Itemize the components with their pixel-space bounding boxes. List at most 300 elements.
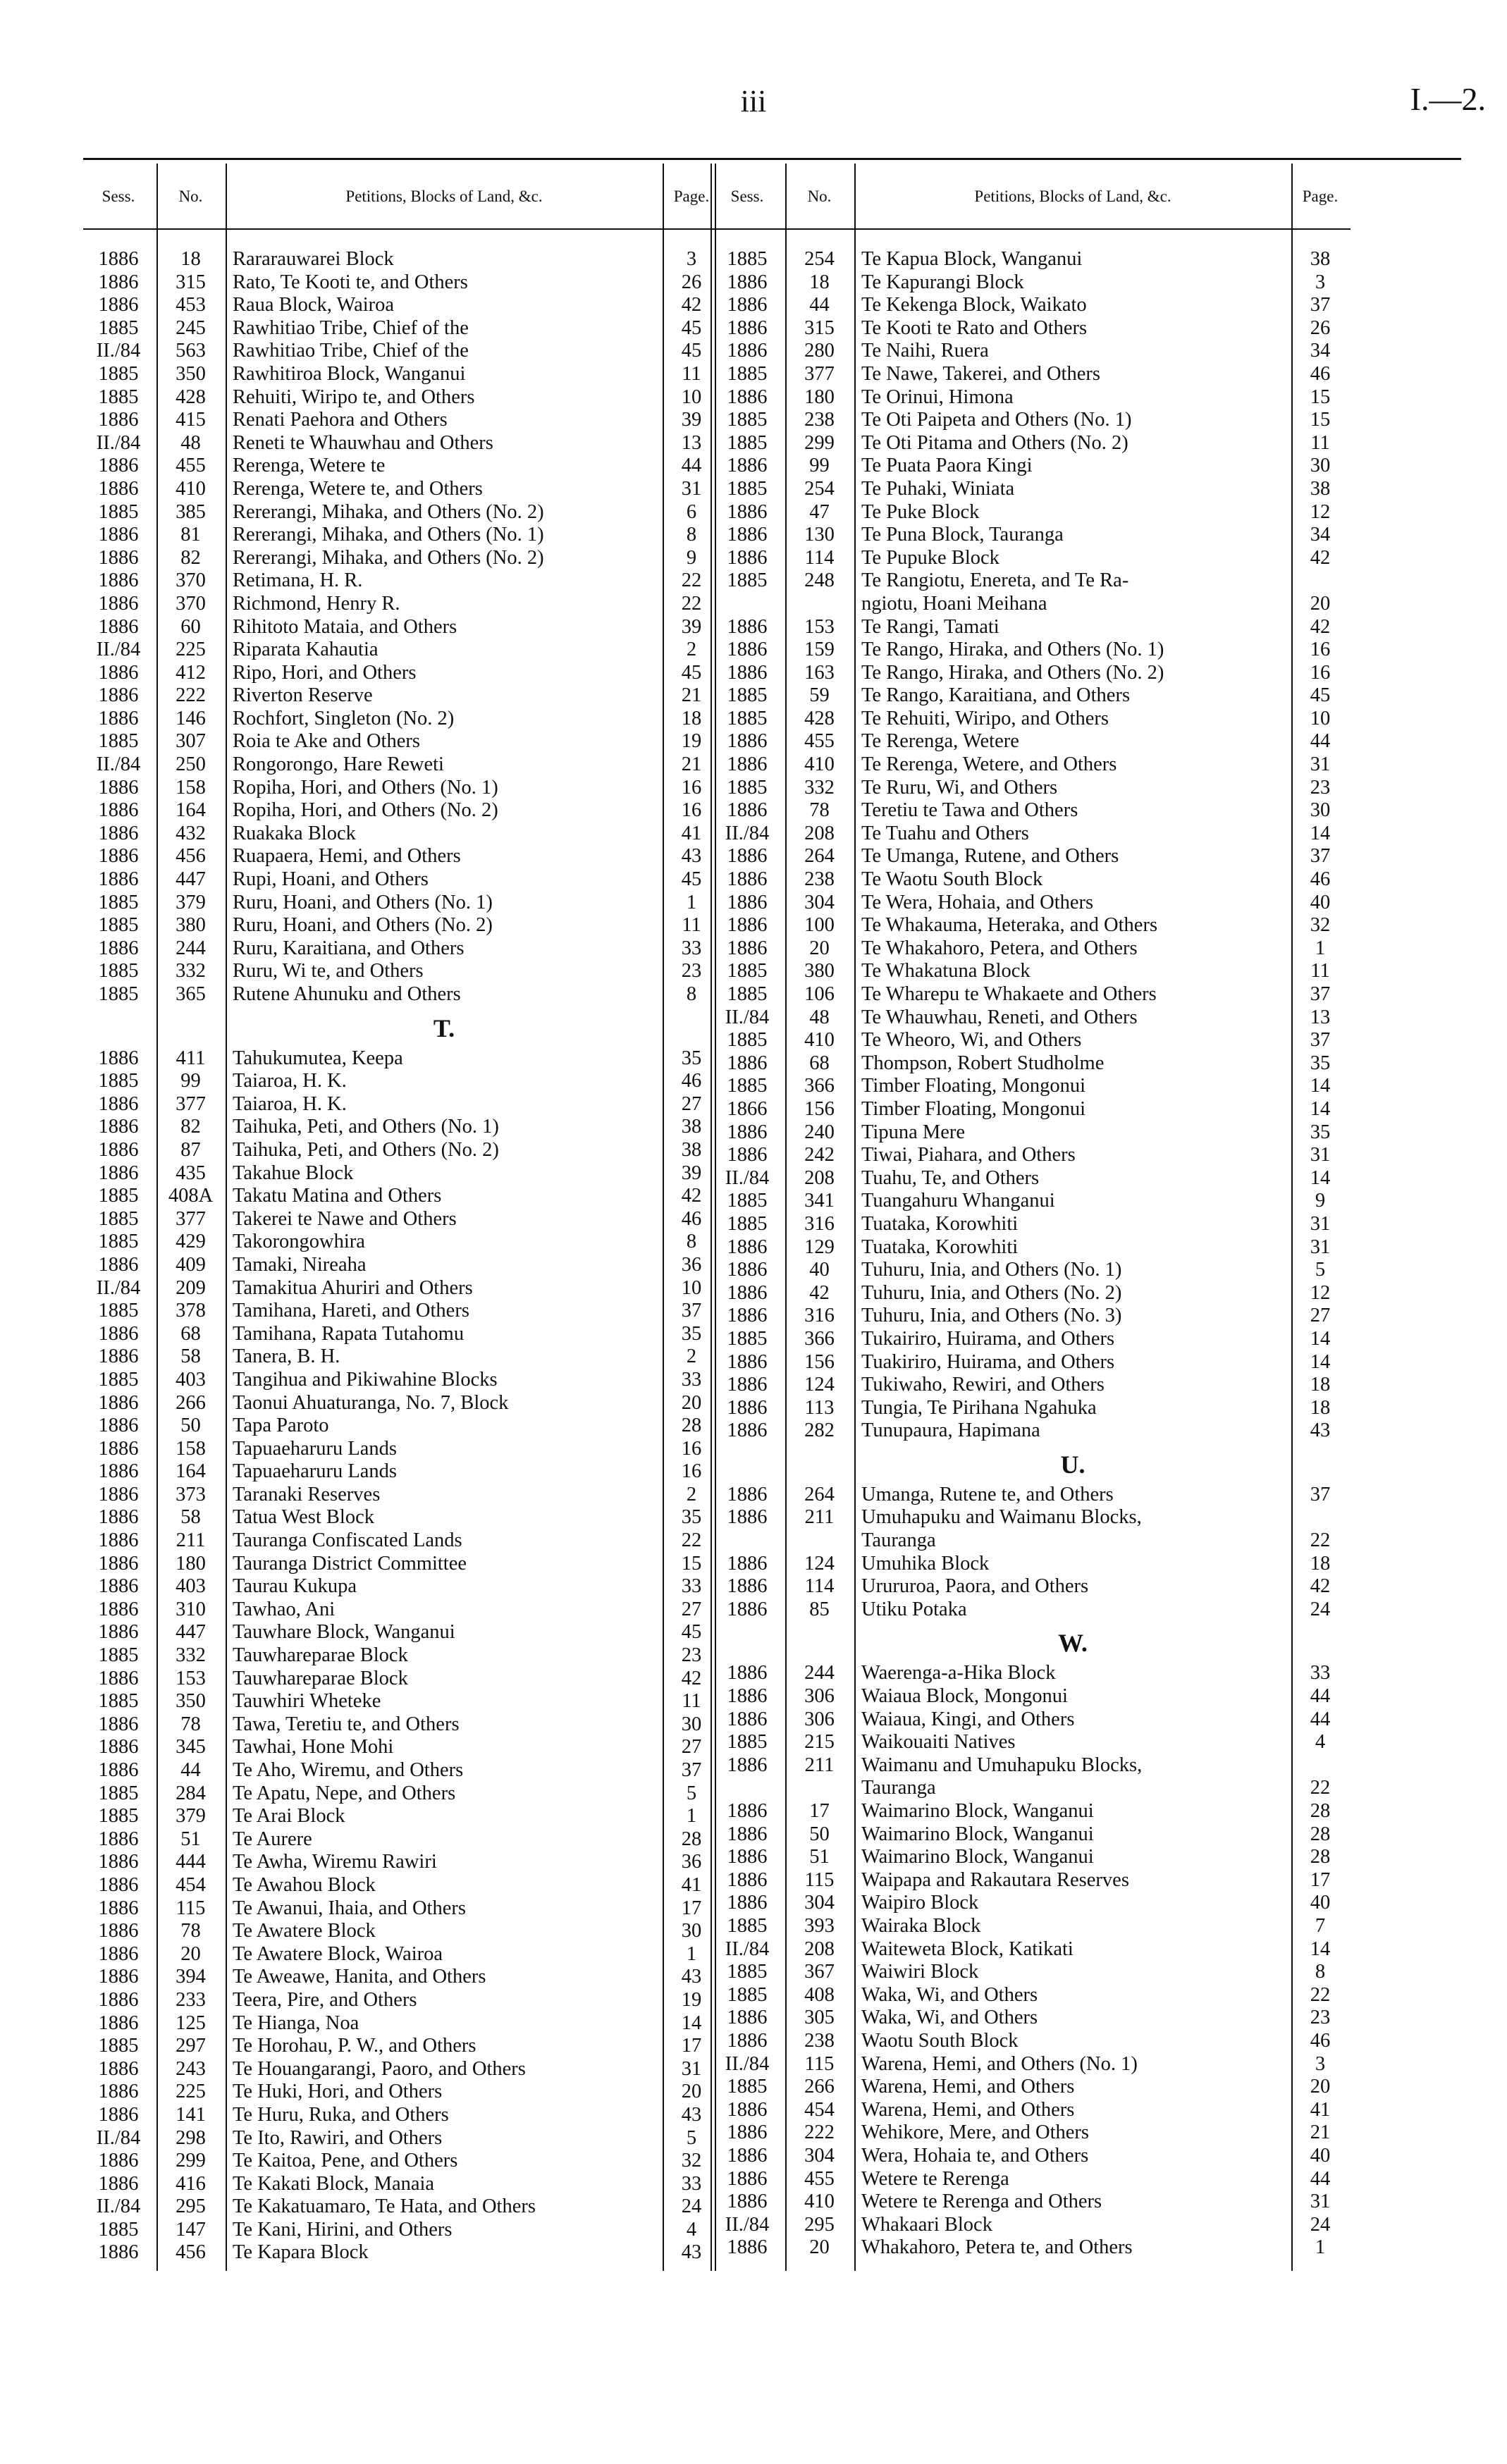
page-cell: 1	[686, 1805, 697, 1828]
index-row	[83, 937, 722, 961]
session-cell: 1886	[727, 639, 768, 661]
session-cell: 1886	[98, 455, 139, 477]
index-row	[712, 777, 1351, 800]
index-row	[83, 1736, 722, 1759]
page-cell: 40	[1310, 1892, 1331, 1914]
number-cell: 282	[804, 1419, 835, 1442]
title-cell: Te Whauwhau, Reneti, and Others	[861, 1006, 1138, 1028]
index-row	[83, 1116, 722, 1139]
number-cell: 51	[180, 1828, 201, 1850]
page-cell: 27	[681, 1092, 702, 1115]
title-cell: Te Whakauma, Heteraka, and Others	[861, 914, 1158, 937]
index-row	[712, 1777, 1351, 1800]
session-cell: 1886	[727, 2236, 768, 2259]
title-cell: Te Aweawe, Hanita, and Others	[233, 1966, 486, 1988]
page-cell: 33	[681, 2172, 702, 2195]
title-cell: Te Rango, Karaitiana, and Others	[861, 684, 1131, 707]
index-row	[83, 1254, 722, 1277]
number-cell: 156	[804, 1097, 835, 1120]
page-cell: 36	[681, 1851, 702, 1873]
session-cell: 1886	[98, 1598, 139, 1620]
page-cell: 22	[681, 592, 702, 615]
index-row	[83, 2081, 722, 2104]
index-row	[83, 1874, 722, 1897]
page-cell: 31	[1310, 1212, 1331, 1235]
number-cell: 60	[180, 615, 201, 638]
page-cell: 38	[1310, 248, 1331, 270]
page-cell: 39	[681, 1162, 702, 1184]
session-cell: 1886	[98, 1851, 139, 1873]
session-cell: 1886	[727, 546, 768, 569]
number-cell: 295	[804, 2213, 835, 2236]
number-cell: 153	[804, 615, 835, 638]
number-cell: 447	[176, 868, 206, 891]
index-row	[83, 1460, 722, 1484]
title-cell: Te Awatere Block, Wairoa	[233, 1942, 443, 1965]
number-cell: 222	[176, 684, 206, 707]
title-cell: Te Kapurangi Block	[861, 271, 1024, 293]
page-cell: 32	[681, 2150, 702, 2172]
page-cell: 2	[686, 639, 697, 661]
number-cell: 208	[804, 1938, 835, 1960]
session-cell: 1866	[727, 1097, 768, 1120]
page-cell: 5	[686, 1782, 697, 1804]
session-cell: 1886	[98, 1667, 139, 1689]
page-cell: 11	[1310, 960, 1330, 982]
session-cell: 1886	[98, 1529, 139, 1552]
page-cell: 9	[1315, 1190, 1326, 1212]
number-cell: 455	[804, 2167, 835, 2190]
title-cell: Te Awha, Wiremu Rawiri	[233, 1851, 437, 1873]
index-row	[712, 1213, 1351, 1236]
number-cell: 58	[180, 1345, 201, 1368]
page-cell: 45	[681, 868, 702, 891]
title-cell: Timber Floating, Mongonui	[861, 1075, 1086, 1097]
session-cell: 1886	[727, 2121, 768, 2144]
index-row	[712, 753, 1351, 777]
index-row	[712, 1397, 1351, 1420]
page-cell: 31	[681, 2057, 702, 2080]
title-cell: Teretiu te Tawa and Others	[861, 799, 1078, 822]
number-cell: 429	[176, 1231, 206, 1253]
number-cell: 240	[804, 1121, 835, 1143]
page-cell: 11	[1310, 431, 1330, 454]
title-cell: Wetere te Rerenga	[861, 2167, 1009, 2190]
title-cell: Tipuna Mere	[861, 1121, 965, 1143]
title-cell: Te Aurere	[233, 1828, 312, 1850]
session-cell: II./84	[96, 2126, 141, 2149]
index-row	[83, 1415, 722, 1438]
index-row	[83, 1690, 722, 1713]
number-cell: 58	[180, 1506, 201, 1529]
session-cell: 1886	[98, 1920, 139, 1942]
number-cell: 113	[804, 1396, 835, 1419]
number-cell: 350	[176, 362, 206, 385]
title-cell: Tauranga	[861, 1777, 936, 1799]
title-cell: Waotu South Block	[861, 2029, 1019, 2052]
index-row	[712, 386, 1351, 409]
right-column-header	[712, 164, 1351, 230]
page-cell: 38	[1310, 477, 1331, 500]
title-cell: Umuhika Block	[861, 1552, 990, 1575]
index-row	[712, 1259, 1351, 1282]
session-cell: 1885	[98, 914, 139, 937]
number-cell: 367	[804, 1961, 835, 1983]
index-row	[712, 1598, 1351, 1622]
page-cell: 45	[681, 1621, 702, 1644]
title-cell: Te Huru, Ruka, and Others	[233, 2103, 449, 2126]
session-cell: 1885	[727, 1212, 768, 1235]
index-row	[83, 1759, 722, 1782]
page-cell: 42	[1310, 546, 1331, 569]
number-cell: 40	[809, 1259, 830, 1281]
session-cell: 1885	[727, 409, 768, 431]
number-cell: 264	[804, 1483, 835, 1505]
session-cell: 1886	[727, 1052, 768, 1074]
title-cell: Te Wera, Hohaia, and Others	[861, 891, 1094, 913]
index-row	[83, 478, 722, 501]
title-cell: Te Umanga, Rutene, and Others	[861, 845, 1119, 868]
page-cell: 33	[681, 1575, 702, 1598]
session-cell: 1886	[727, 1374, 768, 1396]
page-cell: 36	[681, 1253, 702, 1276]
index-row	[712, 524, 1351, 547]
page-cell: 43	[1310, 1419, 1331, 1442]
page-cell: 1	[1315, 937, 1326, 959]
title-cell: Urururoa, Paora, and Others	[861, 1575, 1089, 1598]
session-cell: II./84	[725, 1166, 770, 1189]
index-row	[712, 960, 1351, 983]
page-cell: 42	[681, 1667, 702, 1689]
page-cell: 12	[1310, 500, 1331, 523]
page-cell: 37	[1310, 1483, 1331, 1505]
no-header: No.	[807, 187, 832, 205]
title-cell: Te Awatere Block	[233, 1920, 376, 1942]
index-row	[83, 1598, 722, 1622]
index-row	[712, 2076, 1351, 2099]
page-cell: 17	[681, 1897, 702, 1919]
number-cell: 47	[809, 500, 830, 523]
index-row	[83, 1805, 722, 1828]
session-cell: 1886	[98, 524, 139, 546]
page-cell: 45	[681, 340, 702, 362]
title-cell: Waimanu and Umuhapuku Blocks,	[861, 1754, 1143, 1776]
session-cell: 1886	[727, 500, 768, 523]
session-cell: 1885	[727, 248, 768, 270]
number-cell: 563	[176, 340, 206, 362]
number-cell: 44	[180, 1759, 201, 1781]
number-cell: 225	[176, 2081, 206, 2103]
title-cell: Tuhuru, Inia, and Others (No. 3)	[861, 1305, 1122, 1327]
title-header: Petitions, Blocks of Land, &c.	[974, 187, 1171, 205]
index-row	[712, 799, 1351, 823]
title-cell: Te Kani, Hirini, and Others	[233, 2218, 453, 2241]
title-cell: Tukiwaho, Rewiri, and Others	[861, 1374, 1105, 1396]
title-cell: Richmond, Henry R.	[233, 592, 400, 615]
session-cell: 1886	[98, 1966, 139, 1988]
title-cell: Ruru, Hoani, and Others (No. 1)	[233, 891, 493, 913]
session-cell: 1886	[727, 615, 768, 638]
number-cell: 373	[176, 1483, 206, 1505]
page-cell: 35	[1310, 1052, 1331, 1074]
session-cell: 1885	[727, 431, 768, 454]
index-row	[83, 1162, 722, 1185]
number-cell: 99	[180, 1070, 201, 1092]
title-cell: Tiwai, Piahara, and Others	[861, 1144, 1076, 1166]
page-cell: 14	[1310, 1938, 1331, 1960]
title-cell: Tauwhiri Wheteke	[233, 1690, 381, 1713]
page-cell: 33	[1310, 1662, 1331, 1684]
index-row	[712, 2121, 1351, 2145]
column-rule	[854, 164, 856, 2271]
number-cell: 306	[804, 1685, 835, 1708]
index-row	[83, 823, 722, 846]
page-cell: 3	[1315, 271, 1326, 293]
session-cell: II./84	[725, 1006, 770, 1028]
session-cell: 1886	[727, 799, 768, 822]
index-row	[83, 1300, 722, 1323]
number-cell: 82	[180, 546, 201, 569]
title-cell: Tamaki, Nireaha	[233, 1253, 367, 1276]
number-cell: 428	[176, 386, 206, 408]
right-index-list	[712, 230, 1351, 2260]
number-cell: 432	[176, 822, 206, 844]
page-cell: 40	[1310, 891, 1331, 913]
index-row	[83, 777, 722, 800]
title-cell: Te Whakatuna Block	[861, 960, 1031, 982]
title-cell: Wairaka Block	[861, 1914, 981, 1937]
session-cell: 1885	[727, 1190, 768, 1212]
session-cell: 1886	[98, 409, 139, 431]
session-cell: 1886	[727, 294, 768, 316]
session-cell: 1886	[727, 730, 768, 753]
page-cell: 21	[1310, 2121, 1331, 2144]
title-cell: Ropiha, Hori, and Others (No. 2)	[233, 799, 498, 822]
session-cell: 1886	[98, 1345, 139, 1368]
page-cell: 31	[681, 477, 702, 500]
number-cell: 366	[804, 1327, 835, 1350]
title-cell: Rutene Ahunuku and Others	[233, 983, 461, 1005]
page-cell: 27	[1310, 1305, 1331, 1327]
index-row	[712, 2053, 1351, 2076]
page-cell: 46	[1310, 2029, 1331, 2052]
title-cell: Te Wheoro, Wi, and Others	[861, 1029, 1082, 1052]
section-letter-text: T.	[433, 1014, 455, 1042]
index-row	[83, 1621, 722, 1644]
index-row	[712, 892, 1351, 915]
number-cell: 100	[804, 914, 835, 937]
column-rule	[663, 164, 664, 2271]
title-cell: Waiaua, Kingi, and Others	[861, 1708, 1075, 1730]
title-cell: Rerenga, Wetere te	[233, 455, 386, 477]
index-row	[712, 1915, 1351, 1938]
title-cell: Te Ito, Rawiri, and Others	[233, 2126, 443, 2149]
page-cell: 18	[1310, 1396, 1331, 1419]
number-cell: 208	[804, 1166, 835, 1189]
page-cell: 30	[681, 1920, 702, 1942]
page-cell: 3	[686, 248, 697, 270]
index-row	[83, 639, 722, 662]
index-row	[712, 1662, 1351, 1685]
title-cell: Tauranga Confiscated Lands	[233, 1529, 462, 1552]
index-row	[83, 2104, 722, 2127]
page-cell: 30	[681, 1713, 702, 1735]
index-row	[83, 2150, 722, 2173]
index-row	[83, 662, 722, 685]
page-cell: 33	[681, 937, 702, 959]
index-row	[83, 547, 722, 570]
index-row	[83, 363, 722, 386]
index-row	[712, 1575, 1351, 1598]
session-cell: 1886	[98, 477, 139, 500]
number-cell: 408A	[168, 1185, 214, 1207]
title-cell: Tapuaeharuru Lands	[233, 1460, 398, 1483]
title-cell: Thompson, Robert Studholme	[861, 1052, 1105, 1074]
index-row	[83, 2012, 722, 2035]
page-cell: 4	[1315, 1731, 1326, 1754]
session-cell: 1885	[98, 1690, 139, 1713]
title-cell: Wehikore, Mere, and Others	[861, 2121, 1089, 2144]
index-row	[83, 1392, 722, 1415]
session-cell: 1886	[98, 937, 139, 959]
session-cell: 1885	[727, 684, 768, 707]
session-cell: 1886	[98, 1253, 139, 1276]
page-cell: 41	[681, 822, 702, 844]
number-cell: 305	[804, 2007, 835, 2029]
title-cell: Reneti te Whauwhau and Others	[233, 431, 493, 454]
title-cell: Taiaroa, H. K.	[233, 1070, 347, 1092]
session-cell: 1885	[98, 1805, 139, 1828]
index-row	[83, 1989, 722, 2012]
index-row	[83, 1208, 722, 1231]
page-cell: 15	[1310, 386, 1331, 408]
title-cell: Te Rangi, Tamati	[861, 615, 999, 638]
page-cell: 8	[1315, 1961, 1326, 1983]
number-cell: 20	[809, 937, 830, 959]
number-cell: 409	[176, 1253, 206, 1276]
page-cell: 10	[681, 386, 702, 408]
page-cell: 44	[681, 455, 702, 477]
page-cell: 45	[681, 316, 702, 339]
index-row	[712, 2191, 1351, 2214]
right-column	[712, 164, 1351, 2260]
title-cell: Taonui Ahuaturanga, No. 7, Block	[233, 1391, 509, 1414]
page-cell: 10	[681, 1276, 702, 1299]
index-row	[83, 2127, 722, 2150]
session-cell: 1886	[727, 1662, 768, 1684]
session-cell: 1886	[727, 2098, 768, 2121]
index-row	[83, 2035, 722, 2058]
left-column	[83, 164, 722, 2265]
index-row	[83, 1093, 722, 1116]
title-cell: Ropiha, Hori, and Others (No. 1)	[233, 776, 498, 799]
number-cell: 299	[804, 431, 835, 454]
page-cell: 35	[681, 1322, 702, 1345]
index-row	[83, 1713, 722, 1737]
index-row	[83, 1070, 722, 1093]
page-cell: 24	[1310, 2213, 1331, 2236]
page-cell: 16	[681, 1437, 702, 1460]
page-cell: 14	[1310, 1350, 1331, 1373]
index-row	[712, 662, 1351, 685]
session-cell: 1886	[727, 1708, 768, 1730]
title-cell: Raua Block, Wairoa	[233, 294, 395, 316]
number-cell: 51	[809, 1846, 830, 1868]
title-cell: Riparata Kahautia	[233, 639, 379, 661]
title-cell: ngiotu, Hoani Meihana	[861, 592, 1047, 615]
title-cell: Tuataka, Korowhiti	[861, 1236, 1019, 1258]
session-cell: 1885	[727, 1327, 768, 1350]
number-cell: 365	[176, 983, 206, 1005]
index-row	[83, 730, 722, 753]
title-cell: Te Huki, Hori, and Others	[233, 2081, 443, 2103]
index-row	[712, 1075, 1351, 1098]
number-cell: 164	[176, 1460, 206, 1483]
session-cell: 1886	[98, 1575, 139, 1598]
page-cell: 34	[1310, 524, 1331, 546]
page-cell: 14	[1310, 1166, 1331, 1189]
page-cell: 21	[681, 753, 702, 776]
number-cell: 385	[176, 500, 206, 523]
page-cell: 17	[681, 2035, 702, 2057]
number-cell: 377	[176, 1092, 206, 1115]
number-cell: 455	[804, 730, 835, 753]
index-row	[712, 1754, 1351, 1778]
page-cell: 38	[681, 1116, 702, 1138]
session-cell: 1885	[98, 2035, 139, 2057]
page-cell: 22	[1310, 1529, 1331, 1552]
number-cell: 341	[804, 1190, 835, 1212]
page-cell: 42	[681, 1185, 702, 1207]
page-cell: 19	[681, 730, 702, 753]
session-cell: 1886	[727, 1121, 768, 1143]
title-cell: Rerenga, Wetere te, and Others	[233, 477, 483, 500]
page-cell: 41	[1310, 2098, 1331, 2121]
page-cell: 28	[1310, 1823, 1331, 1845]
number-cell: 180	[804, 386, 835, 408]
column-rule	[785, 164, 787, 2271]
page-cell: 11	[682, 362, 701, 385]
number-cell: 377	[804, 362, 835, 385]
number-cell: 403	[176, 1575, 206, 1598]
session-cell: 1885	[98, 1368, 139, 1391]
session-cell: 1886	[98, 592, 139, 615]
page-cell: 31	[1310, 753, 1331, 776]
number-cell: 370	[176, 592, 206, 615]
index-row	[83, 317, 722, 340]
page-cell: 16	[681, 1460, 702, 1483]
index-row	[83, 799, 722, 823]
page-cell: 44	[1310, 730, 1331, 753]
title-cell: Taurau Kukupa	[233, 1575, 357, 1598]
session-cell: 1885	[98, 362, 139, 385]
number-cell: 44	[809, 294, 830, 316]
index-row	[712, 1144, 1351, 1167]
session-cell: 1886	[98, 271, 139, 293]
index-row	[83, 1438, 722, 1461]
index-row	[712, 684, 1351, 708]
title-cell: Waka, Wi, and Others	[861, 1983, 1038, 2006]
title-cell: Rererangi, Mihaka, and Others (No. 2)	[233, 546, 544, 569]
session-cell: II./84	[96, 1276, 141, 1299]
session-cell: 1886	[98, 1873, 139, 1896]
page-cell: 1	[686, 891, 697, 913]
session-cell: 1886	[727, 937, 768, 959]
column-rule	[156, 164, 158, 2271]
page-cell: 35	[681, 1506, 702, 1529]
session-cell: 1886	[727, 1598, 768, 1620]
title-cell: Rupi, Hoani, and Others	[233, 868, 429, 891]
